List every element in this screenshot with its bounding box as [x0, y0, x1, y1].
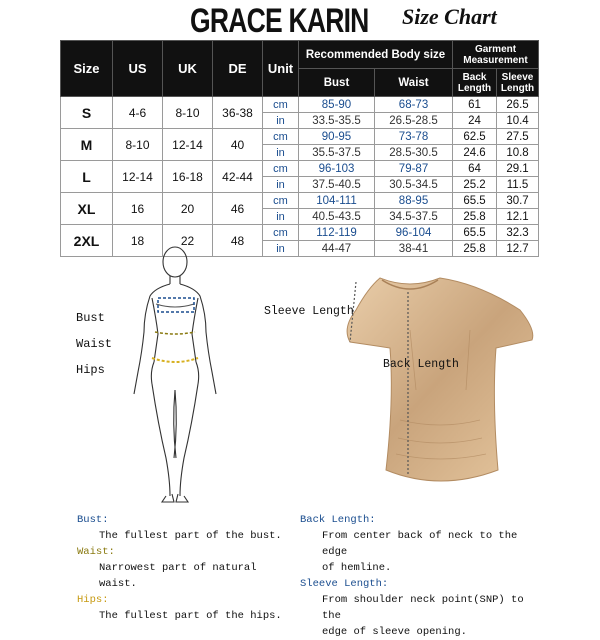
waist-in: 34.5-37.5 — [375, 209, 453, 225]
waist-in: 26.5-28.5 — [375, 113, 453, 129]
sleeve-length-in: 10.4 — [497, 113, 539, 129]
hips-definition: The fullest part of the hips. — [99, 610, 282, 622]
us-size: 12-14 — [113, 161, 163, 193]
bust-term: Bust: — [77, 514, 109, 526]
unit-in: in — [263, 177, 299, 193]
waist-cm: 79-87 — [375, 161, 453, 177]
unit-cm: cm — [263, 161, 299, 177]
unit-in: in — [263, 209, 299, 225]
size-label: 2XL — [61, 225, 113, 257]
unit-cm: cm — [263, 193, 299, 209]
us-size: 18 — [113, 225, 163, 257]
sleeve-length-label: Sleeve Length — [264, 305, 354, 318]
back-length-in: 25.2 — [453, 177, 497, 193]
size-table — [60, 40, 539, 257]
unit-cm: cm — [263, 129, 299, 145]
bust-cm: 85-90 — [299, 97, 375, 113]
uk-size: 12-14 — [163, 129, 213, 161]
waist-in: 30.5-34.5 — [375, 177, 453, 193]
uk-size: 8-10 — [163, 97, 213, 129]
unit-in: in — [263, 113, 299, 129]
uk-size: 22 — [163, 225, 213, 257]
chart-title: Size Chart — [402, 4, 497, 29]
body-label-waist: Waist — [76, 337, 113, 351]
header-unit: Unit — [263, 41, 299, 97]
de-size: 42-44 — [213, 161, 263, 193]
sleeve-length-term: Sleeve Length: — [300, 578, 389, 590]
waist-cm: 88-95 — [375, 193, 453, 209]
back-length-in: 25.8 — [453, 209, 497, 225]
bust-cm: 96-103 — [299, 161, 375, 177]
waist-in: 28.5-30.5 — [375, 145, 453, 161]
waist-cm: 68-73 — [375, 97, 453, 113]
back-length-in: 24 — [453, 113, 497, 129]
body-label-hips: Hips — [76, 363, 105, 377]
size-label: XL — [61, 193, 113, 225]
back-length-term: Back Length: — [300, 514, 376, 526]
garment-illustration — [320, 270, 550, 505]
size-label: S — [61, 97, 113, 129]
waist-in: 38-41 — [375, 241, 453, 257]
unit-in: in — [263, 241, 299, 257]
header-us: US — [113, 41, 163, 97]
bust-cm: 104-111 — [299, 193, 375, 209]
body-label-bust: Bust — [76, 311, 105, 325]
de-size: 36-38 — [213, 97, 263, 129]
brand-logo: GRACE KARIN — [190, 2, 369, 40]
de-size: 46 — [213, 193, 263, 225]
sleeve-length-cm: 29.1 — [497, 161, 539, 177]
waist-cm: 96-104 — [375, 225, 453, 241]
header-sleeve-length: Sleeve Length — [497, 69, 539, 97]
header-waist: Waist — [375, 69, 453, 97]
body-definitions — [77, 512, 287, 624]
back-length-cm: 62.5 — [453, 129, 497, 145]
uk-size: 20 — [163, 193, 213, 225]
back-length-in: 24.6 — [453, 145, 497, 161]
bust-cm: 90-95 — [299, 129, 375, 145]
bust-in: 33.5-35.5 — [299, 113, 375, 129]
header-back-length: Back Length — [453, 69, 497, 97]
back-length-definition-1: From center back of neck to the edge — [322, 530, 518, 558]
waist-term: Waist: — [77, 546, 115, 558]
sleeve-length-cm: 30.7 — [497, 193, 539, 209]
header-de: DE — [213, 41, 263, 97]
bust-in: 40.5-43.5 — [299, 209, 375, 225]
unit-cm: cm — [263, 97, 299, 113]
bust-in: 37.5-40.5 — [299, 177, 375, 193]
de-size: 40 — [213, 129, 263, 161]
sleeve-length-cm: 27.5 — [497, 129, 539, 145]
us-size: 16 — [113, 193, 163, 225]
bust-cm: 112-119 — [299, 225, 375, 241]
sleeve-length-in: 12.7 — [497, 241, 539, 257]
waist-cm: 73-78 — [375, 129, 453, 145]
back-length-definition-2: of hemline. — [322, 562, 392, 574]
us-size: 4-6 — [113, 97, 163, 129]
hips-term: Hips: — [77, 594, 109, 606]
waist-definition: Narrowest part of natural waist. — [99, 562, 257, 590]
bust-in: 44-47 — [299, 241, 375, 257]
size-label: M — [61, 129, 113, 161]
header-uk: UK — [163, 41, 213, 97]
us-size: 8-10 — [113, 129, 163, 161]
header-body-size: Recommended Body size — [299, 41, 453, 69]
sleeve-length-in: 12.1 — [497, 209, 539, 225]
sleeve-length-cm: 32.3 — [497, 225, 539, 241]
back-length-in: 25.8 — [453, 241, 497, 257]
unit-cm: cm — [263, 225, 299, 241]
header-bust: Bust — [299, 69, 375, 97]
header-size: Size — [61, 41, 113, 97]
uk-size: 16-18 — [163, 161, 213, 193]
sleeve-length-definition-1: From shoulder neck point(SNP) to the — [322, 594, 524, 622]
garment-definitions — [300, 512, 536, 640]
back-length-cm: 65.5 — [453, 225, 497, 241]
header-garment: Garment Measurement — [453, 41, 539, 69]
back-length-cm: 65.5 — [453, 193, 497, 209]
bust-in: 35.5-37.5 — [299, 145, 375, 161]
back-length-label: Back Length — [383, 358, 459, 371]
back-length-cm: 64 — [453, 161, 497, 177]
sleeve-length-in: 10.8 — [497, 145, 539, 161]
bust-definition: The fullest part of the bust. — [99, 530, 282, 542]
sleeve-length-definition-2: edge of sleeve opening. — [322, 626, 467, 638]
body-figure-illustration — [100, 244, 260, 506]
unit-in: in — [263, 145, 299, 161]
back-length-cm: 61 — [453, 97, 497, 113]
de-size: 48 — [213, 225, 263, 257]
sleeve-length-in: 11.5 — [497, 177, 539, 193]
size-label: L — [61, 161, 113, 193]
sleeve-length-cm: 26.5 — [497, 97, 539, 113]
